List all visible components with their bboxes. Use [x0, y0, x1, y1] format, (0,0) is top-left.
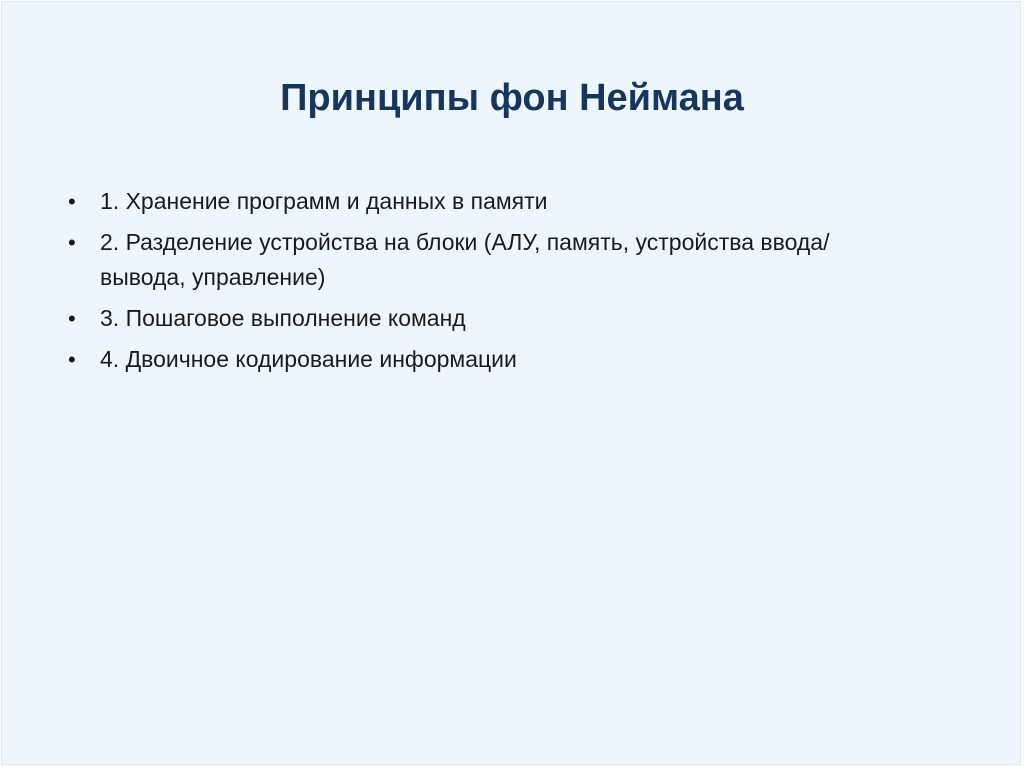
- bullet-list: [68, 184, 868, 383]
- slide: [1, 1, 1021, 765]
- list-item-text: 2. Разделение устройства на блоки (АЛУ, память, устройства ввода/вывода, управление): [100, 229, 830, 290]
- list-item: [68, 301, 868, 336]
- list-item-text: 1. Хранение программ и данных в памяти: [100, 188, 548, 214]
- slide-title: Принципы фон Неймана: [280, 77, 744, 119]
- bullet-icon: •: [68, 347, 76, 372]
- list-item: [68, 184, 868, 219]
- bullet-icon: •: [68, 189, 76, 214]
- list-item-text: 4. Двоичное кодирование информации: [100, 346, 517, 372]
- list-item: [68, 225, 868, 295]
- bullet-icon: •: [68, 230, 76, 255]
- list-item: [68, 342, 868, 377]
- list-item-text: 3. Пошаговое выполнение команд: [100, 305, 466, 331]
- bullet-icon: •: [68, 306, 76, 331]
